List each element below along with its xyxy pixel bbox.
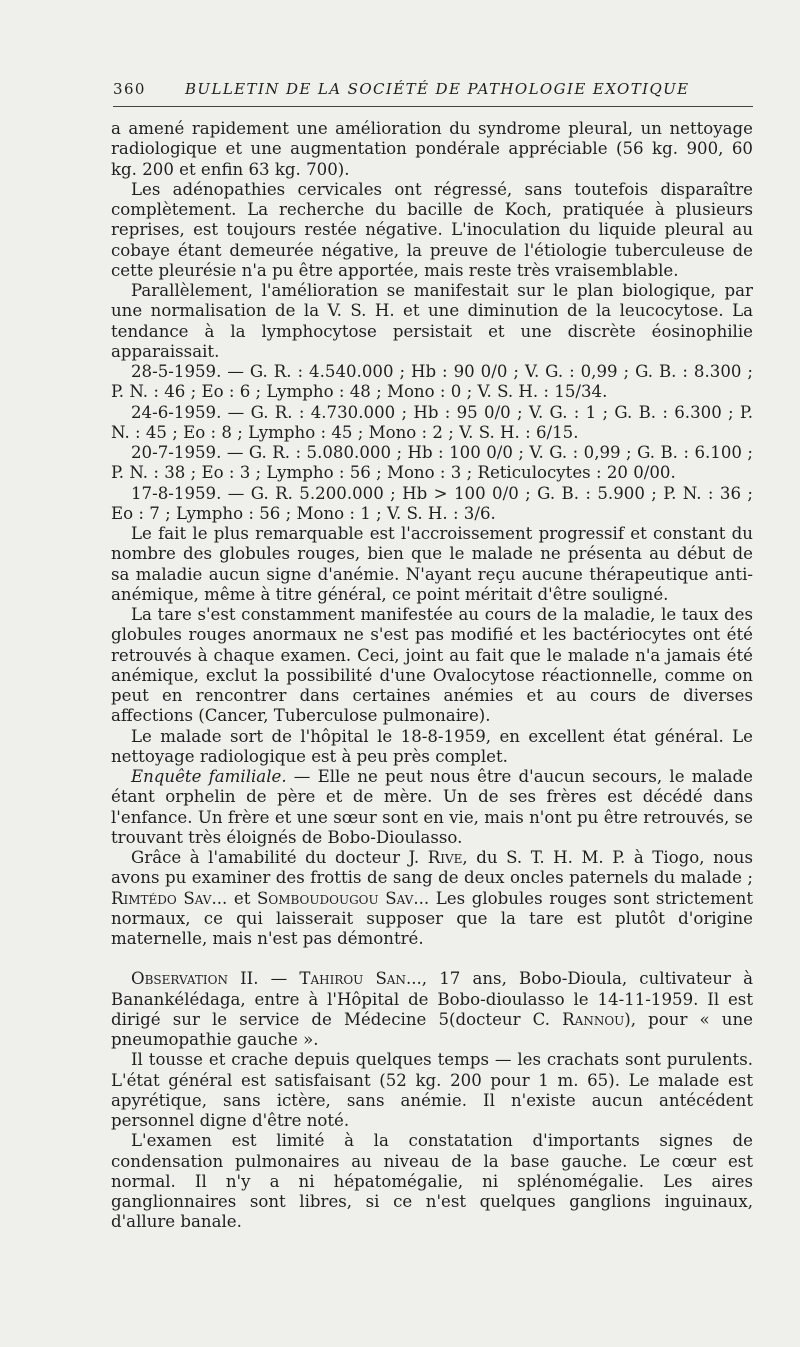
paragraph: Le fait le plus remarquable est l'accroissement progressif et constant du nombre des globules rouges, bien que le malade ne présenta au début de sa maladie aucun signe d'anémie. N'ayant reçu aucune thérapeutique anti-anémique, même à titre général, ce point méritait d'être souligné. (111, 524, 753, 604)
paragraph (111, 767, 753, 848)
text-run: — Elle ne peut nous être d'aucun secours, le malade étant orphelin de père et de mère. Un de ses frères est décédé dans l'enfance. Un frère et une sœur sont en vie, mais n'ont pu être retrouvés, se trouvant très éloignés de Bobo-Dioulasso. (111, 767, 753, 847)
section-label: Enquête familiale. (131, 767, 287, 786)
text-run: ), pour « une pneumopathie gauche ». (111, 1009, 753, 1049)
paragraph: Le malade sort de l'hôpital le 18-8-1959, en excellent état général. Le nettoyage radiologique est à peu près complet. (111, 726, 753, 766)
person-name: Tahirou San..., (299, 969, 428, 989)
observation-heading: Observation II. (131, 969, 259, 989)
running-header (113, 80, 753, 102)
person-name: Rannou (562, 1009, 625, 1029)
paragraph: La tare s'est constamment manifestée au cours de la maladie, le taux des globules rouges anormaux ne s'est pas modifié et les bactériocytes ont été retrouvés à chaque examen. Ceci, joint au fait que le malade n'a jamais été anémique, exclut la possibilité d'une Ovalocytose réactionnelle, comme on peut en rencontrer dans certaines anémies et au cours de diverses affections (Cancer, Tuberculose pulmonaire). (111, 605, 753, 726)
text-run: Les globules rouges sont strictement normaux, ce qui laisserait supposer que la tare est plutôt d'origine maternelle, mais n'est pas démontré. (111, 888, 753, 948)
lab-results-entry: 20-7-1959. — G. R. : 5.080.000 ; Hb : 100 0/0 ; V. G. : 0,99 ; G. B. : 6.100 ; P. N. : 38 ; Eo : 3 ; Lympho : 56 ; Mono : 3 ; Reticulocytes : 20 0/00. (111, 443, 753, 483)
text-run: et (227, 888, 258, 908)
lab-results-entry: 17-8-1959. — G. R. 5.200.000 ; Hb > 100 0/0 ; G. B. : 5.900 ; P. N. : 36 ; Eo : 7 ; Lympho : 56 ; Mono : 1 ; V. S. H. : 3/6. (111, 483, 753, 523)
lab-results-entry: 28-5-1959. — G. R. : 4.540.000 ; Hb : 90 0/0 ; V. G. : 0,99 ; G. B. : 8.300 ; P. N. : 46 ; Eo : 6 ; Lympho : 48 ; Mono : 0 ; V. S. H. : 15/34. (111, 362, 753, 402)
person-name: Rive (427, 848, 463, 867)
paragraph (111, 848, 753, 949)
header-rule (113, 106, 753, 107)
article-body (111, 119, 753, 1233)
paragraph: a amené rapidement une amélioration du syndrome pleural, un nettoyage radiologique et une augmentation pondérale appréciable (56 kg. 900, 60 kg. 200 et enfin 63 kg. 700). (111, 119, 753, 179)
person-name: Rimtédo Sav... (111, 888, 228, 908)
lab-results-entry: 24-6-1959. — G. R. : 4.730.000 ; Hb : 95 0/0 ; V. G. : 1 ; G. B. : 6.300 ; P. N. : 45 ; Eo : 8 ; Lympho : 45 ; Mono : 2 ; V. S. H. : 6/15. (111, 402, 753, 442)
paragraph: Parallèlement, l'amélioration se manifestait sur le plan biologique, par une normalisation de la V. S. H. et une diminution de la leucocytose. La tendance à la lymphocytose persistait et une discrète éosinophilie apparaissait. (111, 281, 753, 361)
person-name: Somboudougou Sav... (257, 888, 430, 908)
paragraph: Il tousse et crache depuis quelques temps — les crachats sont purulents. L'état général est satisfaisant (52 kg. 200 pour 1 m. 65). Le malade est apyrétique, sans ictère, sans anémie. Il n'existe aucun antécédent personnel digne d'être noté. (111, 1050, 753, 1130)
paragraph: Les adénopathies cervicales ont régressé, sans toutefois disparaître complètement. La recherche du bacille de Koch, pratiquée à plusieurs reprises, est toujours restée négative. L'inoculation du liquide pleural au cobaye étant demeurée négative, la preuve de l'étiologie tuberculeuse de cette pleurésie n'a pu être apportée, mais reste très vraisemblable. (111, 179, 753, 280)
text-run: 17 ans, Bobo-Dioula, cultivateur à Banankélédaga, entre à l'Hôpital de Bobo-dioulasso le 14-11-1959. Il est dirigé sur le service de Médecine 5(docteur C. (111, 969, 753, 1029)
text-run: — (258, 969, 300, 989)
page-number: 360 (113, 80, 146, 98)
paragraph (111, 969, 753, 1050)
text-run: Grâce à l'amabilité du docteur J. (131, 848, 428, 867)
journal-title: BULLETIN DE LA SOCIÉTÉ DE PATHOLOGIE EXOTIQUE (185, 80, 690, 98)
text-run: , du S. T. H. M. P. à Tiogo, nous avons pu examiner des frottis de sang de deux oncles paternels du malade ; (111, 848, 753, 888)
paragraph: L'examen est limité à la constatation d'importants signes de condensation pulmonaires au niveau de la base gauche. Le cœur est normal. Il n'y a ni hépatomégalie, ni splénomégalie. Les aires ganglionnaires sont libres, si ce n'est quelques ganglions inguinaux, d'allure banale. (111, 1131, 753, 1232)
